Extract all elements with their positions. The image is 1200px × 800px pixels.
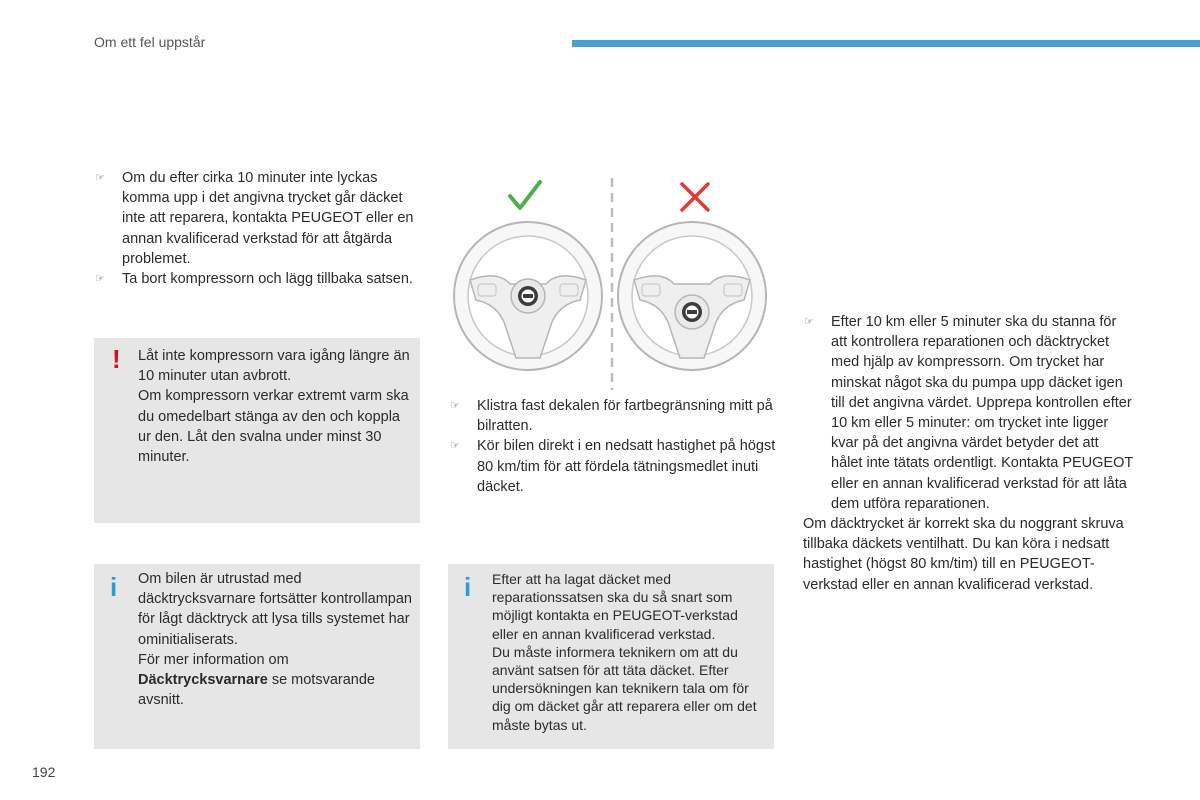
- steering-wheel-correct: [454, 222, 602, 370]
- pointing-hand-icon: ☞: [95, 273, 105, 286]
- warning-text: Om kompressorn verkar extremt varm ska du omedelbart stänga av den och koppla ur den. Låt den svalna under minst 30 minuter.: [138, 388, 409, 466]
- right-bullet-list: [803, 312, 1133, 514]
- pointing-hand-icon: ☞: [450, 440, 460, 453]
- cross-icon: [682, 184, 708, 210]
- left-bullet-list: [94, 168, 424, 289]
- list-item: ☞ Ta bort kompressorn och lägg tillbaka satsen.: [94, 269, 424, 289]
- pointing-hand-icon: ☞: [450, 400, 460, 412]
- right-column: [803, 312, 1133, 595]
- warning-text: Låt inte kompressorn vara igång längre än 10 minuter utan avbrott.: [138, 348, 410, 385]
- info-text: Om bilen är utrustad med däcktrycksvarnare fortsätter kontrollampan för lågt däcktryck att lysa tills systemet har ominitialiserats.: [138, 571, 412, 648]
- info-box-middle: [448, 564, 774, 749]
- info-text-bold: Däcktrycksvarnare: [138, 672, 268, 689]
- info-text: För mer information om Däcktrycksvarnare se motsvarande avsnitt.: [138, 651, 375, 709]
- info-icon: i: [464, 572, 472, 602]
- list-item: ☞ Om du efter cirka 10 minuter inte lyckas komma upp i det angivna trycket går däcket inte att reparera, kontakta PEUGEOT eller en annan kvalificerad verkstad för att åtgärda problemet.: [95, 170, 414, 267]
- section-title: Om ett fel uppstår: [94, 34, 206, 50]
- list-item: ☞ Kör bilen direkt i en nedsatt hastighet på högst 80 km/tim för att fördela tätningsmedlet inuti däcket.: [450, 438, 776, 495]
- left-column: [94, 168, 424, 289]
- pointing-hand-icon: ☞: [95, 172, 105, 184]
- pointing-hand-icon: ☞: [804, 316, 814, 328]
- list-item: ☞ Klistra fast dekalen för fartbegränsning mitt på bilratten.: [450, 398, 773, 435]
- middle-column: [449, 396, 779, 497]
- checkmark-icon: [510, 182, 540, 208]
- list-item: ☞ Efter 10 km eller 5 minuter ska du stanna för att kontrollera reparationen och däcktrycket med hjälp av kompressorn. Om trycket har minskat något ska du pumpa upp däcket igen till det angivna värdet. Upprepa kontrollen efter 10 km eller 5 minuter: om trycket inte ligger kvar på det angivna värdet betyder det att hålet inte tätats ordentligt. Kontakta PEUGEOT eller en annan kvalificerad verkstad för att låta dem utföra reparationen.: [804, 314, 1133, 512]
- header-accent-bar: [572, 40, 1200, 47]
- info-text: Efter att ha lagat däcket med reparationssatsen ska du så snart som möjligt kontakta en PEUGEOT-verkstad eller en annan kvalificerad verkstad.: [492, 571, 738, 642]
- steering-wheel-illustration: [448, 172, 776, 394]
- info-box-left: [94, 564, 420, 749]
- page-number: 192: [32, 764, 56, 780]
- info-icon: i: [110, 572, 118, 602]
- steering-wheel-wrong: [618, 222, 766, 370]
- warning-box: [94, 338, 420, 523]
- middle-bullet-list: [449, 396, 779, 497]
- info-text: Du måste informera teknikern om att du använt satsen för att täta däcket. Efter undersökningen kan teknikern tala om för dig om däcket går att reparera eller om det måste bytas ut.: [492, 643, 757, 733]
- exclamation-icon: !: [112, 344, 121, 374]
- right-paragraph: Om däcktrycket är korrekt ska du noggrant skruva tillbaka däckets ventilhatt. Du kan köra i nedsatt hastighet (högst 80 km/tim) till en PEUGEOT-verkstad eller en annan kvalificerad verkstad.: [803, 516, 1124, 593]
